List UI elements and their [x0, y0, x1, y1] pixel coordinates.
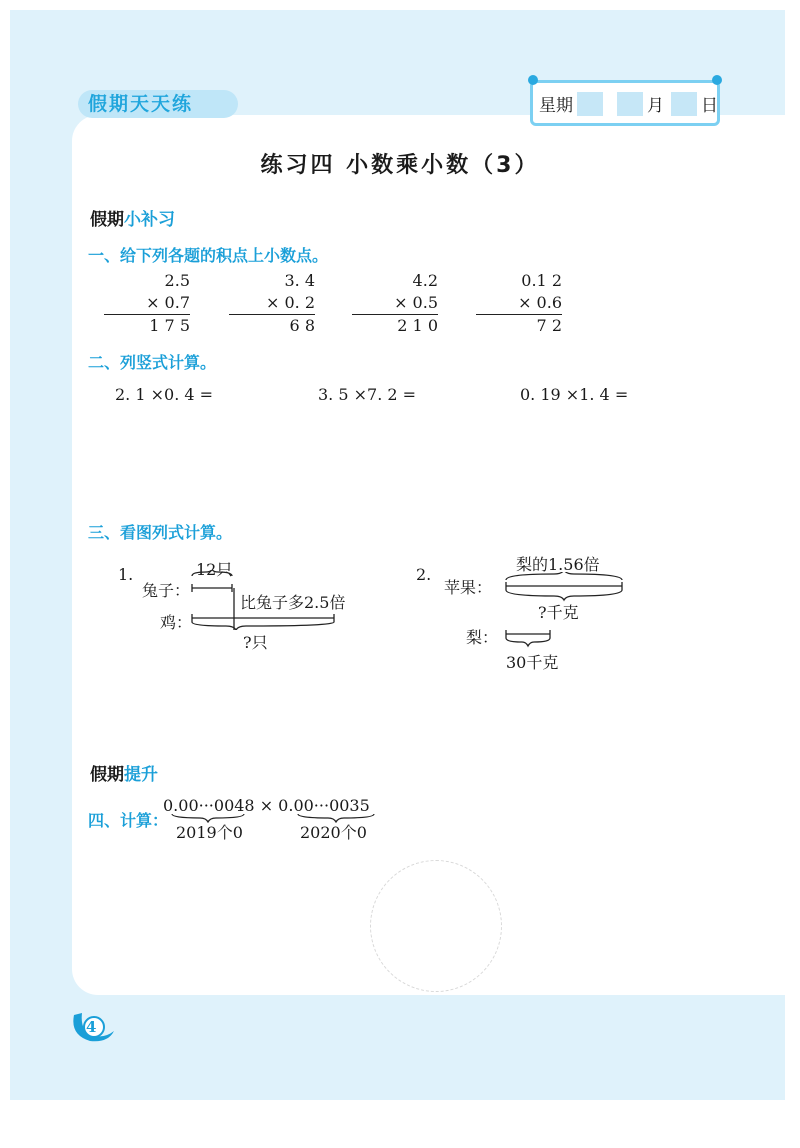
product[interactable]: 7 2 [476, 314, 562, 337]
product[interactable]: 1 7 5 [104, 314, 190, 337]
month-label: 月 [647, 96, 664, 116]
pin-icon [712, 75, 722, 85]
brace-top [192, 570, 232, 576]
section-tag-highlight: 小补习 [124, 210, 175, 230]
q4-expression[interactable]: 0.00···0048 × 0.00···0035 [163, 796, 370, 815]
month-blank[interactable] [617, 92, 643, 116]
calc-item[interactable]: 3. 5 ×7. 2 = [318, 385, 417, 404]
section-tag-part: 假期 [90, 210, 124, 230]
q4-under-1: 2019个0 [176, 823, 243, 842]
date-box [530, 80, 720, 126]
product[interactable]: 2 1 0 [352, 314, 438, 337]
day-label: 日 [701, 96, 718, 116]
pear-label: 梨： [466, 628, 499, 647]
rabbit-count: 12只 [196, 560, 233, 579]
apple-label: 苹果： [444, 578, 493, 597]
day-blank[interactable] [671, 92, 697, 116]
question-4-heading: 四、计算： [88, 811, 169, 830]
multiplier: × 0. 2 [265, 293, 315, 312]
multiplication-problem [235, 270, 315, 337]
brand-banner: 假期天天练 [78, 90, 238, 118]
section-tag-review [90, 205, 175, 230]
section-tag-highlight: 提升 [124, 765, 158, 785]
page-number: 4 [86, 1018, 97, 1036]
section-tag-advance [90, 760, 158, 785]
brace-bottom [192, 622, 334, 630]
multiplication-problem [482, 270, 562, 337]
q4-under-2: 2020个0 [300, 823, 367, 842]
brace-bottom [506, 590, 622, 600]
multiplier: × 0.7 [146, 293, 190, 312]
calc-item[interactable]: 0. 19 ×1. 4 = [520, 385, 629, 404]
unknown-label: ?千克 [538, 603, 579, 622]
section-tag-part: 假期 [90, 765, 124, 785]
page-title: 练习四 小数乘小数（3） [260, 153, 540, 178]
multiplicand: 4.2 [412, 271, 438, 290]
multiplication-problem [358, 270, 438, 337]
relation-label: 比兔子多2.5倍 [240, 593, 346, 612]
question-2-heading: 二、列竖式计算。 [88, 353, 217, 372]
figure-1-diagram [190, 570, 340, 630]
product[interactable]: 6 8 [229, 314, 315, 337]
unknown-label: ?只 [243, 633, 268, 652]
figure-1-number: 1. [118, 565, 134, 584]
multiplicand: 2.5 [164, 271, 190, 290]
multiplier: × 0.6 [518, 293, 562, 312]
brace-bottom [506, 638, 550, 646]
multiplicand: 3. 4 [284, 271, 315, 290]
pin-icon [528, 75, 538, 85]
figure-2-number: 2. [416, 565, 432, 584]
week-blank[interactable] [577, 92, 603, 116]
figure-2-diagram [504, 572, 628, 652]
multiplication-problem [110, 270, 190, 337]
calc-item[interactable]: 2. 1 ×0. 4 = [115, 385, 214, 404]
question-1-heading: 一、给下列各题的积点上小数点。 [88, 246, 329, 265]
pear-weight: 30千克 [506, 653, 559, 672]
week-label: 星期 [539, 96, 573, 116]
chicken-label: 鸡： [160, 613, 193, 632]
question-3-heading: 三、看图列式计算。 [88, 523, 233, 542]
watermark-stamp [370, 860, 502, 992]
rabbit-label: 兔子： [142, 581, 191, 600]
multiplier: × 0.5 [394, 293, 438, 312]
brace-top [506, 572, 622, 580]
relation-label: 梨的1.56倍 [516, 555, 600, 574]
multiplicand: 0.1 2 [521, 271, 562, 290]
